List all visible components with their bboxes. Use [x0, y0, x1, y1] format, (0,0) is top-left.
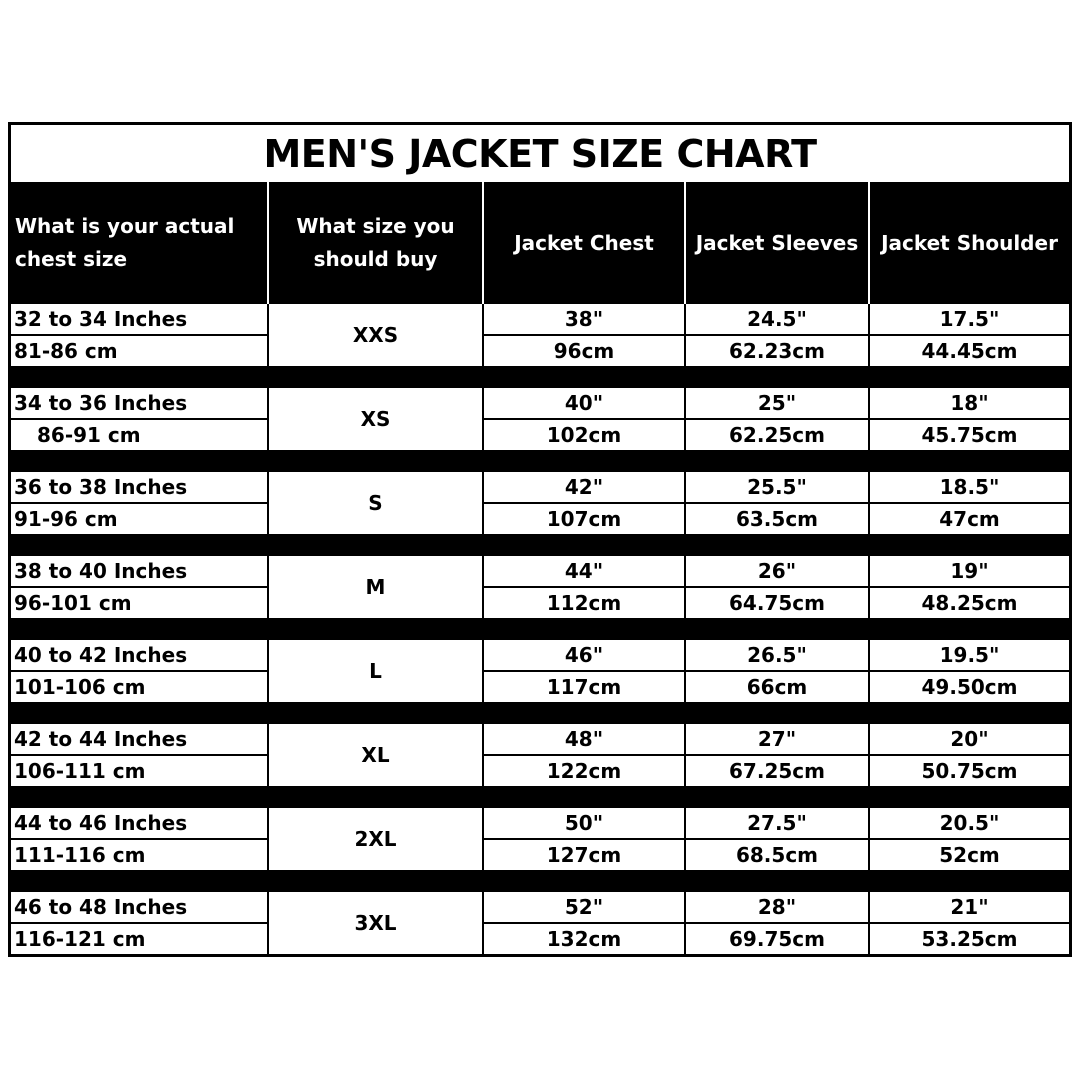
header-jacket-shoulder: Jacket Shoulder [868, 182, 1069, 304]
jacket-sleeves-cell-inches: 26.5" [686, 640, 868, 670]
jacket-shoulder-cell-cm: 52cm [870, 840, 1069, 870]
header-actual-chest: What is your actual chest size [15, 214, 235, 271]
row-separator [11, 366, 1069, 388]
size-row-group [11, 304, 1069, 366]
actual-chest-cell-cm: 81-86 cm [11, 336, 267, 366]
jacket-shoulder-cell-inches: 20.5" [870, 808, 1069, 838]
jacket-shoulder-cell-inches: 18" [870, 388, 1069, 418]
jacket-shoulder-cell-cm: 45.75cm [870, 420, 1069, 450]
jacket-sleeves-cell-cm: 62.23cm [686, 336, 868, 366]
jacket-chest-cell-inches: 52" [484, 892, 684, 922]
jacket-chest-cell [484, 724, 684, 786]
row-separator [11, 618, 1069, 640]
jacket-sleeves-cell-cm: 69.75cm [686, 924, 868, 954]
jacket-chest-cell-inches: 40" [484, 388, 684, 418]
jacket-shoulder-cell [870, 472, 1069, 534]
jacket-shoulder-cell-inches: 19.5" [870, 640, 1069, 670]
chart-title: MEN'S JACKET SIZE CHART [263, 131, 817, 176]
jacket-chest-cell-cm: 132cm [484, 924, 684, 954]
size-row-group [11, 388, 1069, 450]
jacket-sleeves-cell [686, 472, 868, 534]
actual-chest-cell-cm: 116-121 cm [11, 924, 267, 954]
table-body [11, 304, 1069, 954]
actual-chest-cell-inches: 32 to 34 Inches [11, 304, 267, 334]
size-chart-table [8, 122, 1072, 957]
jacket-chest-cell [484, 640, 684, 702]
row-separator [11, 786, 1069, 808]
jacket-shoulder-cell-inches: 17.5" [870, 304, 1069, 334]
jacket-chest-cell-inches: 46" [484, 640, 684, 670]
actual-chest-cell-inches: 40 to 42 Inches [11, 640, 267, 670]
jacket-shoulder-cell [870, 808, 1069, 870]
jacket-sleeves-cell-inches: 24.5" [686, 304, 868, 334]
actual-chest-cell [11, 724, 267, 786]
actual-chest-cell [11, 892, 267, 954]
actual-chest-cell-inches: 42 to 44 Inches [11, 724, 267, 754]
jacket-chest-cell-inches: 38" [484, 304, 684, 334]
jacket-sleeves-cell [686, 808, 868, 870]
jacket-shoulder-cell-inches: 19" [870, 556, 1069, 586]
jacket-sleeves-cell-cm: 68.5cm [686, 840, 868, 870]
jacket-sleeves-cell-cm: 66cm [686, 672, 868, 702]
jacket-sleeves-cell-inches: 27" [686, 724, 868, 754]
jacket-chest-cell-cm: 107cm [484, 504, 684, 534]
size-label: S [269, 472, 482, 534]
size-row-group [11, 892, 1069, 954]
size-label: M [269, 556, 482, 618]
jacket-shoulder-cell-inches: 18.5" [870, 472, 1069, 502]
jacket-chest-cell [484, 388, 684, 450]
row-separator [11, 870, 1069, 892]
jacket-chest-cell [484, 892, 684, 954]
jacket-sleeves-cell [686, 640, 868, 702]
actual-chest-cell-inches: 38 to 40 Inches [11, 556, 267, 586]
jacket-shoulder-cell [870, 556, 1069, 618]
actual-chest-cell [11, 640, 267, 702]
jacket-sleeves-cell-cm: 67.25cm [686, 756, 868, 786]
jacket-chest-cell [484, 556, 684, 618]
size-row-group [11, 556, 1069, 618]
size-label: L [269, 640, 482, 702]
size-row-group [11, 640, 1069, 702]
row-separator [11, 702, 1069, 724]
jacket-chest-cell-cm: 122cm [484, 756, 684, 786]
jacket-chest-cell-inches: 42" [484, 472, 684, 502]
jacket-shoulder-cell [870, 724, 1069, 786]
actual-chest-cell [11, 472, 267, 534]
jacket-sleeves-cell-inches: 25.5" [686, 472, 868, 502]
header-size-to-buy: What size you should buy [267, 182, 482, 304]
size-label: 3XL [269, 892, 482, 954]
jacket-chest-cell [484, 304, 684, 366]
actual-chest-cell-cm: 106-111 cm [11, 756, 267, 786]
row-separator [11, 534, 1069, 556]
size-label: XXS [269, 304, 482, 366]
jacket-chest-cell-cm: 112cm [484, 588, 684, 618]
actual-chest-cell-cm: 96-101 cm [11, 588, 267, 618]
actual-chest-cell-inches: 34 to 36 Inches [11, 388, 267, 418]
jacket-shoulder-cell-cm: 49.50cm [870, 672, 1069, 702]
jacket-sleeves-cell-cm: 62.25cm [686, 420, 868, 450]
table-header [11, 182, 1069, 304]
jacket-sleeves-cell-inches: 25" [686, 388, 868, 418]
jacket-chest-cell-cm: 102cm [484, 420, 684, 450]
jacket-chest-cell [484, 472, 684, 534]
jacket-shoulder-cell [870, 304, 1069, 366]
jacket-chest-cell [484, 808, 684, 870]
jacket-sleeves-cell-inches: 26" [686, 556, 868, 586]
jacket-sleeves-cell [686, 892, 868, 954]
actual-chest-cell-cm: 111-116 cm [11, 840, 267, 870]
header-jacket-sleeves: Jacket Sleeves [684, 182, 868, 304]
actual-chest-cell [11, 808, 267, 870]
jacket-shoulder-cell [870, 640, 1069, 702]
size-row-group [11, 724, 1069, 786]
size-label: XL [269, 724, 482, 786]
actual-chest-cell-cm: 91-96 cm [11, 504, 267, 534]
jacket-sleeves-cell [686, 304, 868, 366]
jacket-chest-cell-inches: 48" [484, 724, 684, 754]
jacket-shoulder-cell-inches: 20" [870, 724, 1069, 754]
jacket-sleeves-cell-cm: 64.75cm [686, 588, 868, 618]
jacket-chest-cell-cm: 117cm [484, 672, 684, 702]
actual-chest-cell-inches: 36 to 38 Inches [11, 472, 267, 502]
jacket-shoulder-cell-cm: 48.25cm [870, 588, 1069, 618]
jacket-sleeves-cell [686, 556, 868, 618]
size-label: XS [269, 388, 482, 450]
size-label: 2XL [269, 808, 482, 870]
jacket-sleeves-cell-cm: 63.5cm [686, 504, 868, 534]
jacket-shoulder-cell-inches: 21" [870, 892, 1069, 922]
actual-chest-cell-inches: 44 to 46 Inches [11, 808, 267, 838]
jacket-shoulder-cell-cm: 50.75cm [870, 756, 1069, 786]
header-jacket-chest: Jacket Chest [482, 182, 684, 304]
jacket-sleeves-cell-inches: 27.5" [686, 808, 868, 838]
actual-chest-cell-cm: 101-106 cm [11, 672, 267, 702]
size-row-group [11, 808, 1069, 870]
jacket-sleeves-cell [686, 388, 868, 450]
actual-chest-cell-inches: 46 to 48 Inches [11, 892, 267, 922]
jacket-shoulder-cell [870, 388, 1069, 450]
actual-chest-cell [11, 556, 267, 618]
jacket-chest-cell-inches: 50" [484, 808, 684, 838]
jacket-sleeves-cell [686, 724, 868, 786]
size-row-group [11, 472, 1069, 534]
jacket-shoulder-cell [870, 892, 1069, 954]
row-separator [11, 450, 1069, 472]
jacket-shoulder-cell-cm: 44.45cm [870, 336, 1069, 366]
jacket-chest-cell-cm: 127cm [484, 840, 684, 870]
jacket-sleeves-cell-inches: 28" [686, 892, 868, 922]
actual-chest-cell-cm: 86-91 cm [11, 420, 267, 450]
jacket-chest-cell-inches: 44" [484, 556, 684, 586]
actual-chest-cell [11, 304, 267, 366]
jacket-shoulder-cell-cm: 53.25cm [870, 924, 1069, 954]
actual-chest-cell [11, 388, 267, 450]
jacket-shoulder-cell-cm: 47cm [870, 504, 1069, 534]
jacket-chest-cell-cm: 96cm [484, 336, 684, 366]
